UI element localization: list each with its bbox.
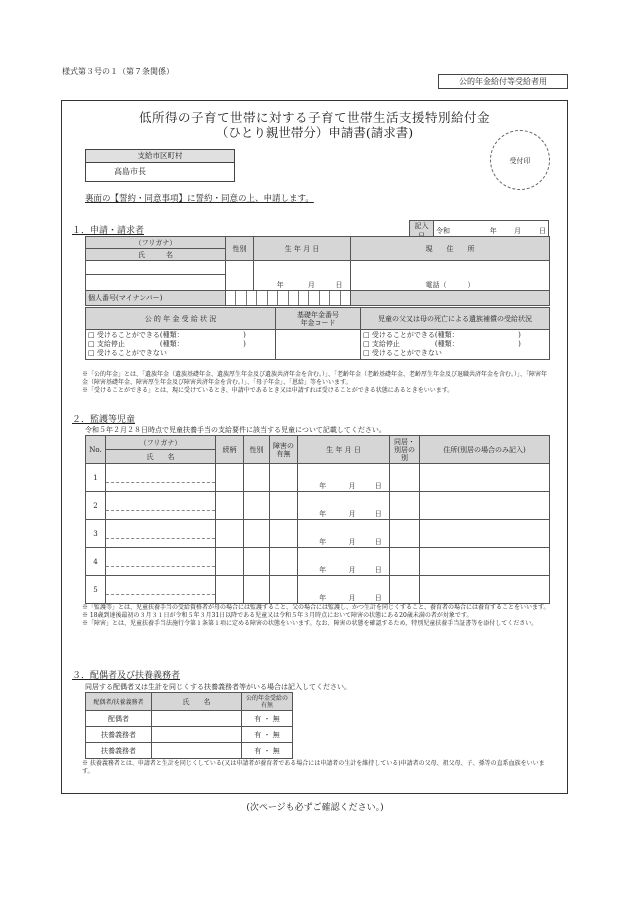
family-type-header: 配偶者/扶養義務者 [86,693,152,711]
family-name-field[interactable] [152,711,242,727]
section3-title: ３．配偶者及び扶養義務者 [72,671,181,681]
form-subtitle: （ひとり親世帯分）申請書(請求書) [215,125,414,140]
child-disability-field[interactable] [270,548,298,576]
child-cohabit-field[interactable] [390,520,420,548]
reception-stamp: 受付印 [490,130,550,190]
pension-option-receiving[interactable]: □ 受けることができる(種類： ) [88,331,246,339]
child-birth-day-unit: 日 [374,510,382,518]
pension-code-header: 基礎年金番号 年金コード [276,308,361,330]
section1-note: ※「受けることができる」とは、現に受けているとき、申請中であるとき又は申請すれば受けることができる状態にあるときをいいます。 [82,387,454,394]
applicant-table [85,236,550,306]
usage-box: 公的年金給付等受給者用 [438,74,568,89]
birth-year-unit: 年 [276,281,284,289]
gender-header: 性別 [226,237,254,261]
child-birth-day-unit: 日 [374,594,382,602]
family-name-header: 氏 名 [152,693,242,711]
child-cohabit-field[interactable] [390,492,420,520]
date-day[interactable]: 日 [523,221,548,242]
child-gender-field[interactable] [244,548,270,576]
survivor-option-none[interactable]: □ 受けることができない [363,349,442,357]
child-address-field[interactable] [420,520,550,548]
date-year[interactable]: 年 [474,221,498,242]
row-number: 1 [86,464,106,492]
survivor-option-receiving[interactable]: □ 受けることができる(種類： ) [363,331,521,339]
form-number-label: 様式第３号の１（第７条関係） [62,67,174,76]
child-birth-field[interactable] [298,492,390,520]
section2-note: ※「障害」とは、児童扶養手当法施行令第１条第１項に定める障害の状態をいいます。なお、障害の状態を確認するため、特別児童扶養手当証書等を添付してください。 [82,620,538,627]
phone-field[interactable]: （ ） [439,281,475,289]
children-table [85,435,550,604]
col-name: 氏 名 [106,450,216,464]
child-name-field[interactable] [106,520,216,548]
child-disability-field[interactable] [270,492,298,520]
child-relation-field[interactable] [216,548,244,576]
phone-label: 電話 [425,281,440,289]
birth-field[interactable] [254,261,351,291]
survivor-options [361,330,550,360]
pledge-text: 裏面の【誓約・同意事項】に誓約・同意の上、申請します。 [85,194,314,204]
child-relation-field[interactable] [216,576,244,604]
child-row [86,464,550,492]
child-address-field[interactable] [420,548,550,576]
family-pension-header: 公的年金受給の有無 [242,693,293,711]
child-address-field[interactable] [420,492,550,520]
mynumber-filler [351,291,550,306]
section3-intro: 同居する配偶者又は生計を同じくする扶養義務者等がいる場合は記入してください。 [85,683,351,691]
pension-options [86,330,276,360]
row-number: 3 [86,520,106,548]
child-birth-year-unit: 年 [319,538,327,546]
col-furigana: （フリガナ） [106,436,216,450]
child-gender-field[interactable] [244,576,270,604]
child-birth-field[interactable] [298,520,390,548]
child-birth-day-unit: 日 [374,566,382,574]
date-label: 記入 [410,221,434,242]
child-address-field[interactable] [420,576,550,604]
name-header: 氏 名 [86,249,226,261]
child-gender-field[interactable] [244,520,270,548]
child-birth-month-unit: 月 [348,510,356,518]
mayor-box [85,149,235,182]
child-birth-year-unit: 年 [319,510,327,518]
col-cohabit: 同居・別居の別 [390,436,420,464]
child-birth-field[interactable] [298,464,390,492]
child-birth-year-unit: 年 [319,566,327,574]
child-name-field[interactable] [106,464,216,492]
child-birth-month-unit: 月 [348,594,356,602]
family-row [86,711,293,727]
pension-option-suspended[interactable]: □ 支給停止 (種類： ) [88,340,246,348]
family-table [85,692,293,759]
section2-intro: 令和５年２月２８日時点で児童扶養手当の支給要件に該当する児童について記載してください。 [85,426,386,434]
child-name-field[interactable] [106,576,216,604]
child-birth-day-unit: 日 [374,482,382,490]
child-disability-field[interactable] [270,520,298,548]
section2-note: ※「監護等」とは、児童扶養手当の受給資格者が母の場合には監護すること、父の場合には監護し、かつ生計を同じくすること、養育者の場合には養育することをいいます。 [82,604,550,611]
section3-note: ※ 扶養義務者とは、申請者と生計を同じくしている(又は申請者が養育者である場合には申請者の生計を維持している)申請者の父母、祖父母、子、孫等の直系血族をいいます。 [82,760,545,775]
col-disability: 障害の有無 [270,436,298,464]
date-month[interactable]: 月 [499,221,523,242]
child-birth-month-unit: 月 [348,482,356,490]
section1-notes [82,371,552,395]
family-row [86,743,293,759]
family-pension-choice[interactable]: 有 ・ 無 [242,743,293,759]
family-type: 扶養義務者 [86,727,152,743]
pension-table [85,307,550,360]
section1-title: １．申請・請求者 [72,226,145,236]
birth-day-unit: 日 [335,281,343,289]
child-birth-day-unit: 日 [374,538,382,546]
col-birth: 生 年 月 日 [298,436,390,464]
row-number: 5 [86,576,106,604]
survivor-header: 児童の父又は母の死亡による遺族補償の受給状況 [361,308,550,330]
child-gender-field[interactable] [244,464,270,492]
child-cohabit-field[interactable] [390,464,420,492]
birth-header: 生 年 月 日 [254,237,351,261]
survivor-option-suspended[interactable]: □ 支給停止 (種類： ) [363,340,521,348]
family-type: 扶養義務者 [86,743,152,759]
child-row [86,520,550,548]
child-name-field[interactable] [106,492,216,520]
furigana-field[interactable] [86,261,226,275]
row-number: 2 [86,492,106,520]
address-header: 現 住 所 [351,237,550,261]
col-gender: 性別 [244,436,270,464]
child-relation-field[interactable] [216,464,244,492]
child-row [86,576,550,604]
child-birth-year-unit: 年 [319,482,327,490]
family-pension-choice[interactable]: 有 ・ 無 [242,711,293,727]
pension-option-none[interactable]: □ 受けることができない [88,349,167,357]
mynumber-boxes [226,291,350,305]
family-name-field[interactable] [152,743,242,759]
child-birth-year-unit: 年 [319,594,327,602]
col-relation: 続柄 [216,436,244,464]
mayor-box-value: 高島市長 [114,167,146,176]
date-era[interactable]: 令和 [434,221,475,242]
child-cohabit-field[interactable] [390,576,420,604]
child-disability-field[interactable] [270,464,298,492]
section1-note: ※「公的年金」とは、「遺族年金（遺族基礎年金、遺族厚生年金及び遺族共済年金を含む。）」、「老齢年金（老齢基礎年金、老齢厚生年金及び退職共済年金を含む。）」、「障害年金（障害基礎年金、障害厚生年金及び障害共済年金を含む。）」、「母子年金」、「恩給」等をいいます。 [82,371,548,386]
child-disability-field[interactable] [270,576,298,604]
mayor-box-header: 支給市区町村 [86,150,234,163]
row-number: 4 [86,548,106,576]
child-birth-month-unit: 月 [348,566,356,574]
furigana-header: （フリガナ） [86,237,226,249]
child-cohabit-field[interactable] [390,548,420,576]
address-field[interactable] [351,261,550,291]
child-relation-field[interactable] [216,492,244,520]
col-no: No. [86,436,106,464]
mynumber-label: 個人番号(マイナンバー) [86,291,226,306]
child-birth-field[interactable] [298,548,390,576]
section2-note: ※ 18歳到達後最初の３月３１日が令和５年３月31日以降である児童又は令和５年３月時点において障害の状態にある20歳未満の者が対象です。 [82,612,473,619]
family-row [86,727,293,743]
child-row [86,492,550,520]
family-type: 配偶者 [86,711,152,727]
family-pension-choice[interactable]: 有 ・ 無 [242,727,293,743]
section2-title: ２．監護等児童 [72,415,136,425]
section2-notes [82,604,552,628]
child-address-field[interactable] [420,464,550,492]
form-title: 低所得の子育て世帯に対する子育て世帯生活支援特別給付金 [138,110,490,125]
family-name-field[interactable] [152,727,242,743]
name-field[interactable] [86,275,226,291]
child-gender-field[interactable] [244,492,270,520]
pension-code-field[interactable] [276,330,361,360]
footer-note: (次ページも必ずご確認ください。) [246,803,384,813]
child-name-field[interactable] [106,548,216,576]
child-birth-field[interactable] [298,576,390,604]
gender-field[interactable] [226,261,254,291]
child-birth-month-unit: 月 [348,538,356,546]
col-address: 住所(別居の場合のみ記入) [420,436,550,464]
child-relation-field[interactable] [216,520,244,548]
mynumber-field[interactable] [226,291,351,306]
birth-month-unit: 月 [307,281,315,289]
child-row [86,548,550,576]
pension-status-header: 公 的 年 金 受 給 状 況 [86,308,276,330]
